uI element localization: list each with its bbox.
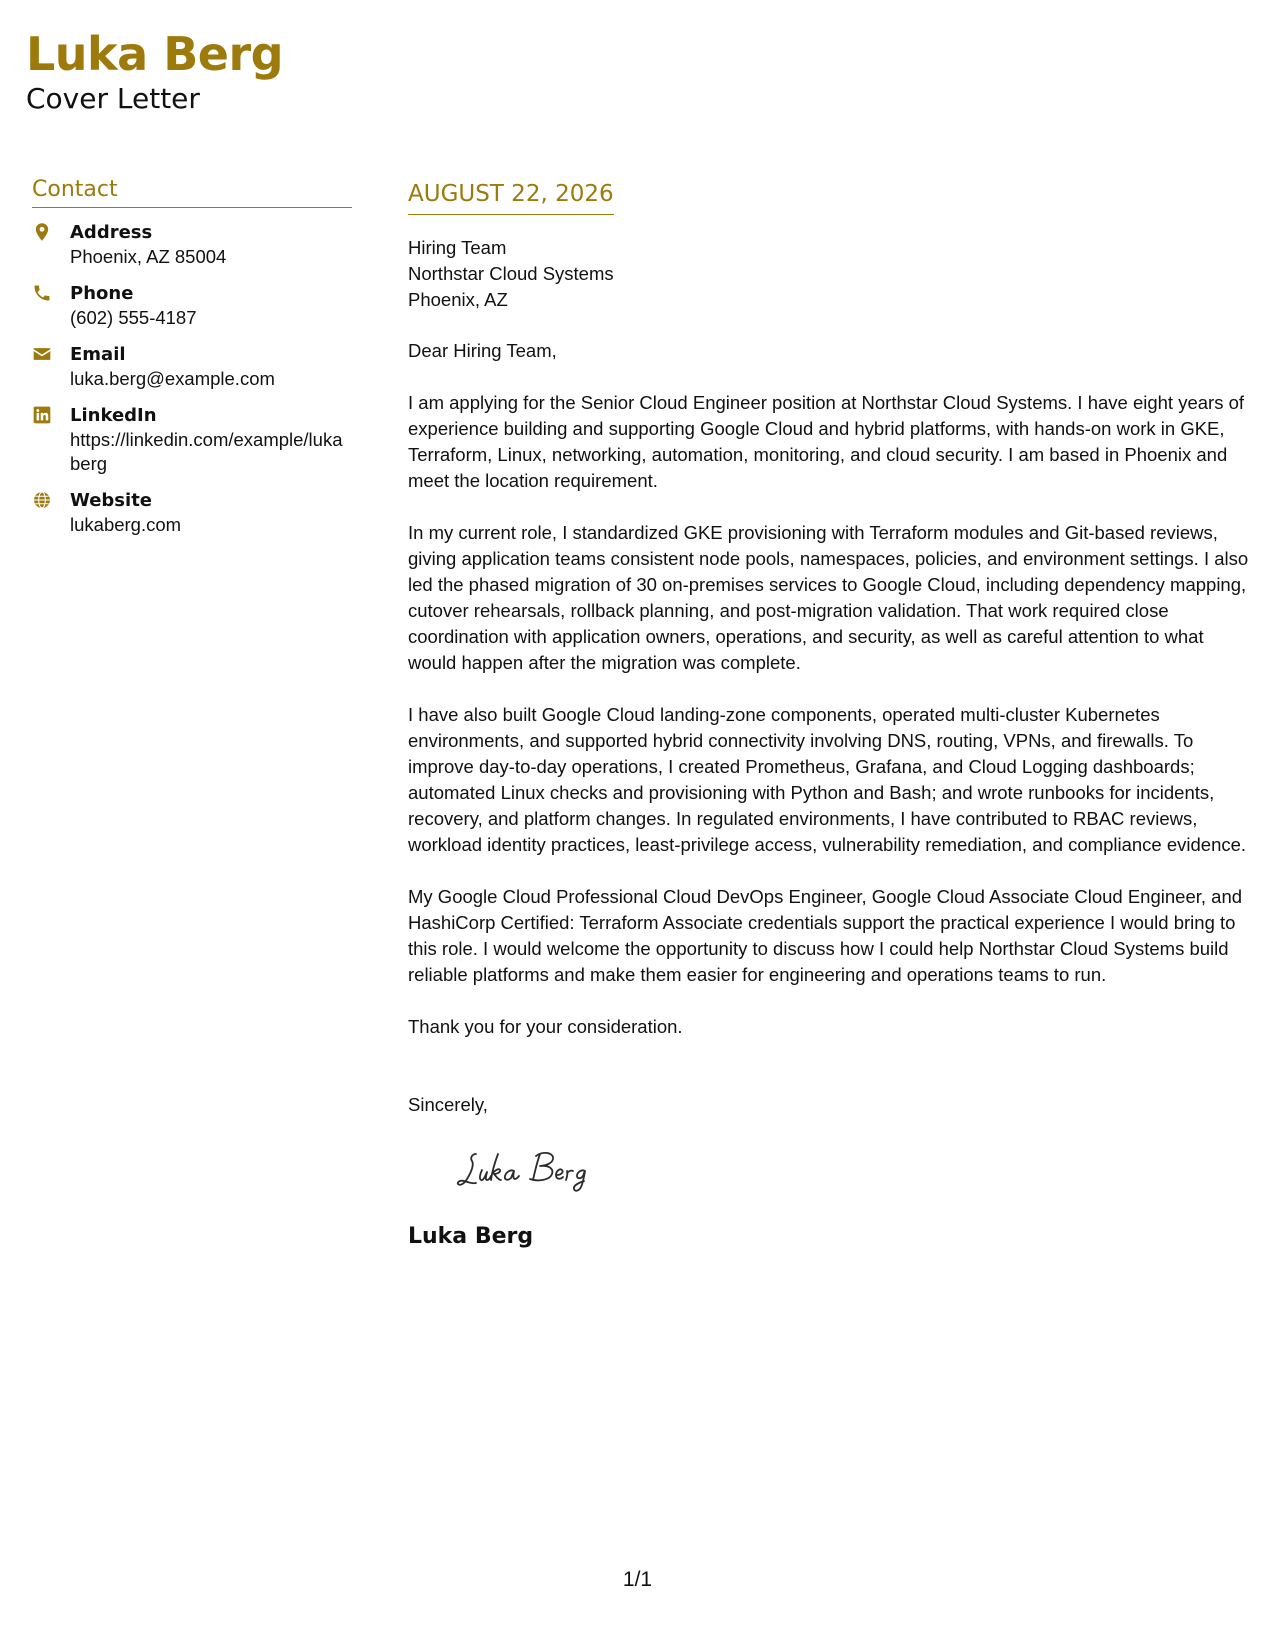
body-paragraph: I have also built Google Cloud landing-zone components, operated multi-cluster Kubernetes environments, and supported hybrid connectivity involving DNS, routing, VPNs, and firewalls. To improve day-to-day operations, I created Prometheus, Grafana, and Cloud Logging dashboards; automated Linux checks and provisioning with Python and Bash; and wrote runbooks for incidents, recovery, and platform changes. In regulated environments, I have contributed to RBAC reviews, workload identity practices, least-privilege access, vulnerability remediation, and compliance evidence. [408,704,1247,855]
contact-website [32,488,352,537]
document-type: Cover Letter [26,82,200,115]
handwritten-signature [454,1140,624,1200]
recipient-block [408,235,1250,313]
closing: Sincerely, [408,1094,488,1115]
phone-value: (602) 555-4187 [70,307,197,328]
linkedin-value: https://linkedin.com/example/lukaberg [70,429,343,474]
letter-header [26,26,283,116]
letter-body [408,178,1250,1251]
contact-phone [32,281,352,330]
recipient-line: Phoenix, AZ [408,289,508,310]
recipient-line: Northstar Cloud Systems [408,263,614,284]
contact-linkedin [32,403,352,476]
signer-name: Luka Berg [408,1224,534,1249]
linkedin-label: LinkedIn [70,405,157,426]
location-pin-icon [32,220,70,242]
applicant-name: Luka Berg [26,27,284,81]
linkedin-icon [32,403,70,425]
phone-label: Phone [70,283,134,304]
body-paragraph: In my current role, I standardized GKE provisioning with Terraform modules and Git-based reviews, giving application teams consistent node pools, namespaces, policies, and environment settings. I also led the phased migration of 30 on-premises services to Google Cloud, including dependency mapping, cutover rehearsals, rollback planning, and post-migration validation. That work required close coordination with application owners, operations, and security, as well as careful attention to what would happen after the migration was complete. [408,522,1249,673]
page-number: 1/1 [622,1568,653,1591]
contact-address [32,220,352,269]
salutation: Dear Hiring Team, [408,340,557,361]
body-paragraph: I am applying for the Senior Cloud Engineer position at Northstar Cloud Systems. I have eight years of experience building and supporting Google Cloud and hybrid platforms, with hands-on work in GKE, Terraform, Linux, networking, automation, monitoring, and cloud security. I am based in Phoenix and meet the location requirement. [408,392,1245,491]
body-paragraph: My Google Cloud Professional Cloud DevOps Engineer, Google Cloud Associate Cloud Engineer, and HashiCorp Certified: Terraform Associate credentials support the practical experience I would bring to this role. I would welcome the opportunity to discuss how I could help Northstar Cloud Systems build reliable platforms and make them easier for engineering and operations teams to run. [408,886,1243,985]
phone-icon [32,281,70,303]
address-value: Phoenix, AZ 85004 [70,246,227,267]
signature-text: Luka Berg [454,1140,459,1141]
contact-email [32,342,352,391]
globe-icon [32,488,70,510]
letter-date: AUGUST 22, 2026 [408,178,614,215]
recipient-line: Hiring Team [408,237,507,258]
address-label: Address [70,222,153,243]
email-label: Email [70,344,126,365]
envelope-icon [32,342,70,364]
website-label: Website [70,490,153,511]
email-value: luka.berg@example.com [70,368,275,389]
contact-heading: Contact [32,175,352,208]
body-paragraph: Thank you for your consideration. [408,1016,683,1037]
contact-sidebar [32,175,352,549]
website-value: lukaberg.com [70,514,182,535]
